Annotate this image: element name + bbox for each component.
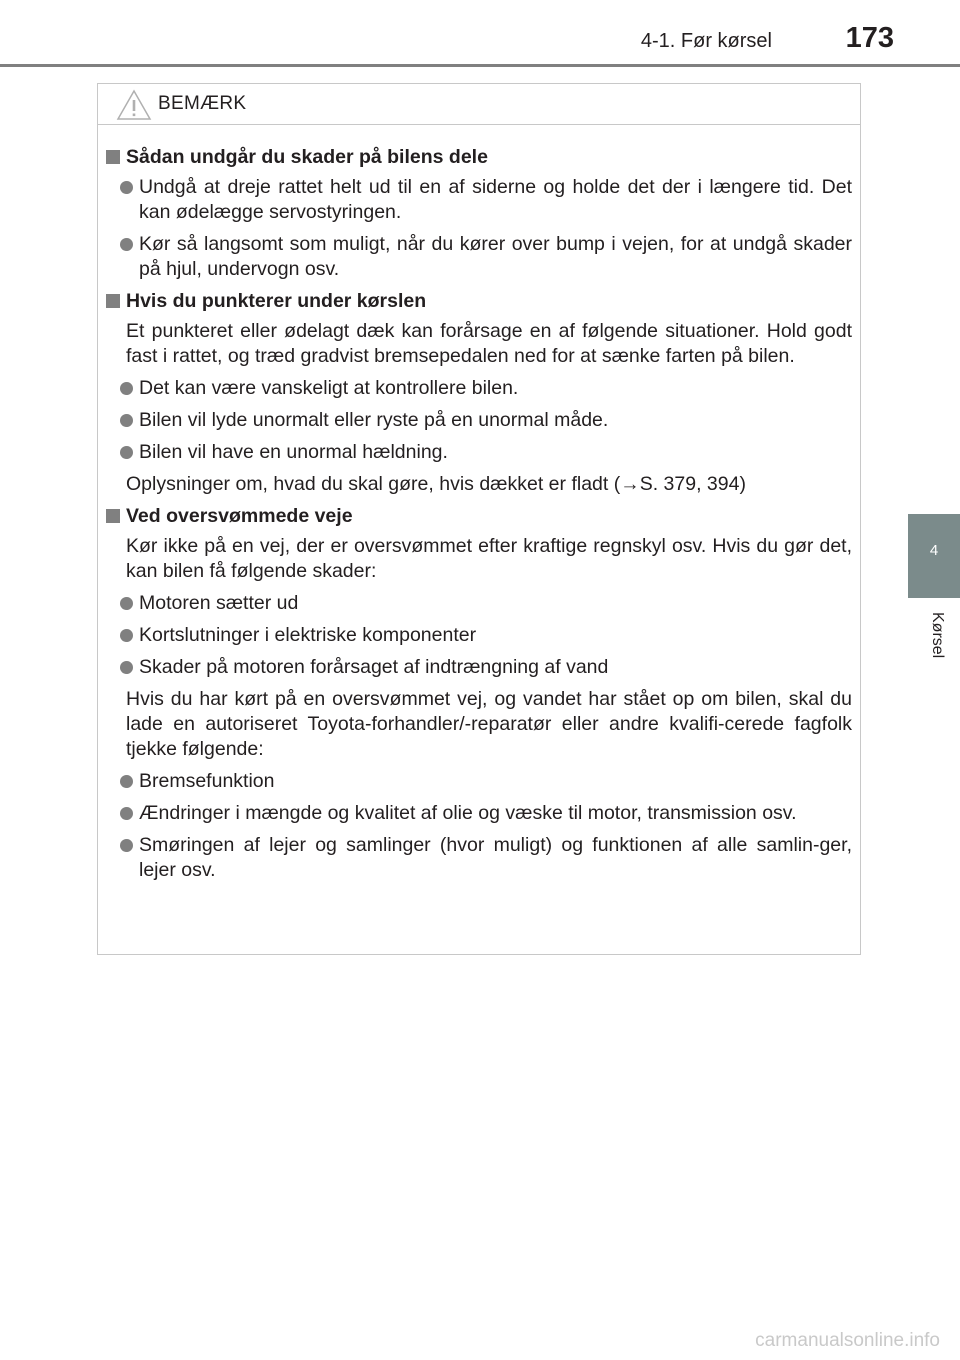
square-bullet-icon — [106, 150, 120, 164]
bullet-text: Ændringer i mængde og kvalitet af olie og væske til motor, transmission osv. — [139, 802, 797, 824]
square-bullet-icon — [106, 294, 120, 308]
bullet-item — [120, 232, 852, 282]
bullet-item — [120, 440, 852, 465]
section-heading-text: Sådan undgår du skader på bilens dele — [126, 146, 488, 168]
round-bullet-icon — [120, 181, 133, 194]
chapter-number: 4 — [929, 542, 939, 559]
paragraph: Kør ikke på en vej, der er oversvømmet efter kraftige regnskyl osv. Hvis du gør det, kan bilen få følgende skader: — [126, 535, 852, 582]
bullet-text: Undgå at dreje rattet helt ud til en af siderne og holde det der i længere tid. Det kan ødelægge servostyringen. — [139, 176, 852, 223]
round-bullet-icon — [120, 238, 133, 251]
bullet-text: Bremsefunktion — [139, 770, 275, 792]
round-bullet-icon — [120, 629, 133, 642]
bullet-item — [120, 833, 852, 883]
round-bullet-icon — [120, 661, 133, 674]
section-heading — [104, 289, 852, 314]
round-bullet-icon — [120, 446, 133, 459]
bullet-text: Motoren sætter ud — [139, 592, 299, 614]
bullet-text: Bilen vil lyde unormalt eller ryste på en unormal måde. — [139, 409, 609, 431]
bullet-item — [120, 408, 852, 433]
round-bullet-icon — [120, 382, 133, 395]
bullet-text: Det kan være vanskeligt at kontrollere bilen. — [139, 377, 519, 399]
chapter-tab — [908, 514, 960, 598]
round-bullet-icon — [120, 414, 133, 427]
note-box — [97, 83, 861, 955]
bullet-item — [120, 655, 852, 680]
square-bullet-icon — [106, 509, 120, 523]
bullet-item — [120, 801, 852, 826]
watermark: carmanualsonline.info — [755, 1330, 940, 1351]
round-bullet-icon — [120, 775, 133, 788]
note-label: BEMÆRK — [158, 93, 247, 114]
bullet-item — [120, 769, 852, 794]
bullet-item — [120, 623, 852, 648]
bullet-text: Kør så langsomt som muligt, når du kører over bump i vejen, for at undgå skader på hjul, undervogn osv. — [139, 233, 852, 280]
bullet-text: Skader på motoren forårsaget af indtrængning af vand — [139, 656, 609, 678]
bullet-item — [120, 175, 852, 225]
round-bullet-icon — [120, 807, 133, 820]
chapter-label: Kørsel — [929, 612, 946, 659]
section-heading-text: Ved oversvømmede veje — [126, 505, 353, 527]
round-bullet-icon — [120, 839, 133, 852]
note-header — [98, 84, 860, 125]
warning-triangle-icon — [116, 89, 152, 121]
section-heading — [104, 504, 852, 529]
header-rule — [0, 64, 960, 67]
paragraph: Hvis du har kørt på en oversvømmet vej, og vandet har stået op om bilen, skal du lade en autoriseret Toyota-forhandler/-reparatør eller andre kvalifi-cerede fagfolk tjekke følgende: — [126, 688, 852, 760]
bullet-text: Bilen vil have en unormal hældning. — [139, 441, 448, 463]
page-header — [0, 0, 960, 66]
bullet-text: Kortslutninger i elektriske komponenter — [139, 624, 477, 646]
bullet-text: Smøringen af lejer og samlinger (hvor muligt) og funktionen af alle samlin-ger, lejer osv. — [139, 834, 852, 881]
paragraph: Oplysninger om, hvad du skal gøre, hvis dækket er fladt (→S. 379, 394) — [126, 473, 746, 495]
section-title: 4-1. Før kørsel — [640, 30, 772, 52]
page-number: 173 — [845, 22, 894, 54]
round-bullet-icon — [120, 597, 133, 610]
paragraph: Et punkteret eller ødelagt dæk kan forårsage en af følgende situationer. Hold godt fast i rattet, og træd gradvist bremsepedalen ned for at sænke farten på bilen. — [126, 320, 852, 367]
bullet-item — [120, 376, 852, 401]
section-heading-text: Hvis du punkterer under kørslen — [126, 290, 427, 312]
note-body — [98, 125, 860, 883]
bullet-item — [120, 591, 852, 616]
section-heading — [104, 145, 852, 170]
